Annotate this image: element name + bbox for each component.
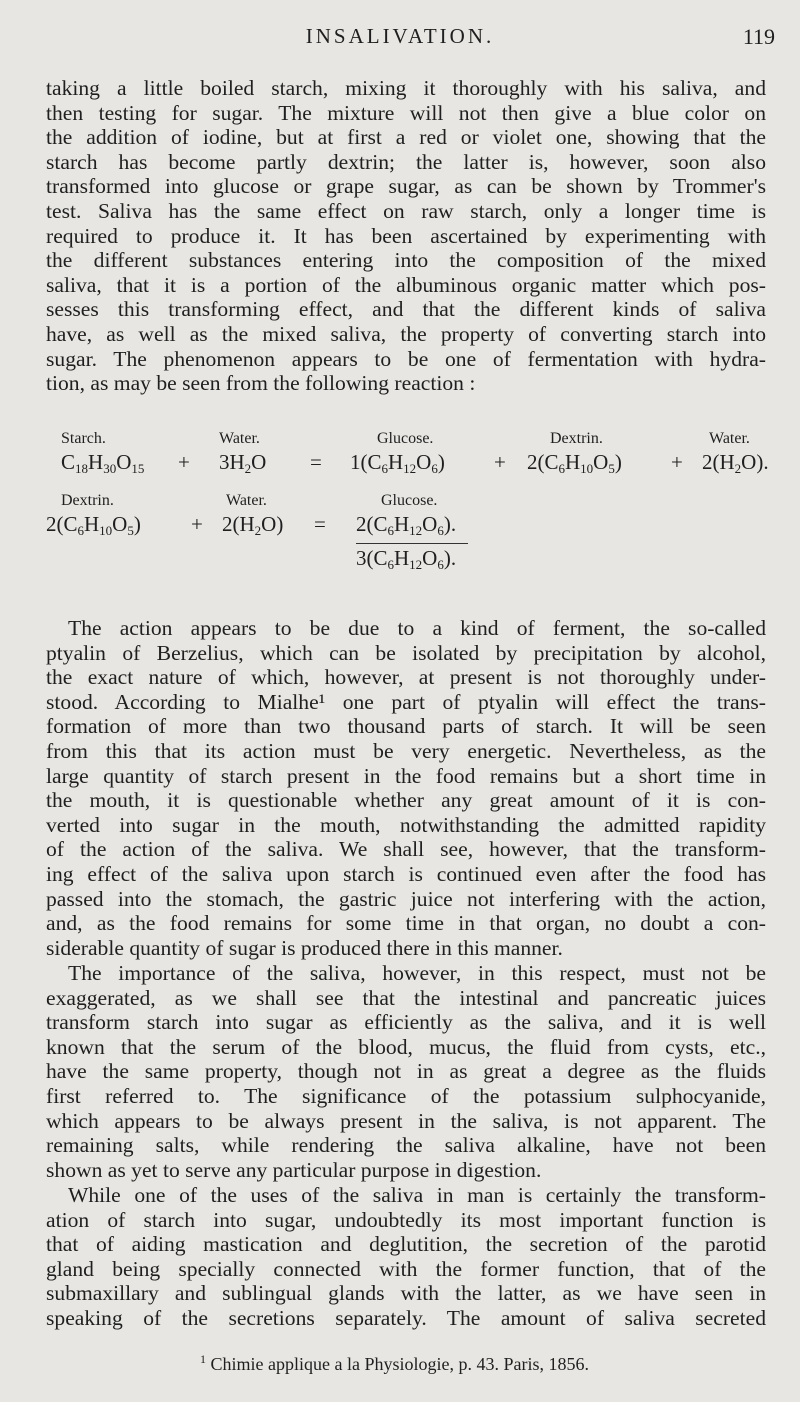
text-line: While one of the uses of the saliva in man is certainly the transform-: [68, 1183, 766, 1207]
plus-sign: +: [671, 450, 683, 474]
text-line: from this that its action must be very energetic. Nevertheless, as the: [46, 738, 766, 763]
text-line: stood. According to Mialhe¹ one part of ptyalin will effect the trans-: [46, 689, 766, 714]
footnote-text: Chimie applique a la Physiologie, p. 43. Paris, 1856.: [210, 1354, 589, 1374]
text-line: The importance of the saliva, however, in this respect, must not be: [68, 961, 766, 985]
formula-water: $2(H_2O)$.: [702, 450, 769, 476]
running-head: INSALIVATION.: [305, 24, 495, 48]
label-dextrin: Dextrin.: [61, 492, 114, 509]
text-line: exaggerated, as we shall see that the intestinal and pancreatic juices: [46, 985, 766, 1010]
text-line: taking a little boiled starch, mixing it thoroughly with his saliva, and: [46, 76, 766, 100]
label-starch: Starch.: [61, 430, 106, 447]
text-line: required to produce it. It has been ascertained by experimenting with: [46, 223, 766, 248]
plus-sign: +: [178, 450, 190, 474]
label-water: Water.: [226, 492, 267, 509]
formula-dextrin: $2(C_6H_{10}O_5)$: [46, 512, 141, 538]
formula-glucose: $1(C_6H_{12}O_6)$: [350, 450, 445, 476]
text-line: saliva, that it is a portion of the albuminous organic matter which pos-: [46, 272, 766, 297]
text-line: and, as the food remains for some time in that organ, no doubt a con-: [46, 911, 766, 936]
text-line: of the action of the saliva. We shall see, however, that the transform-: [46, 837, 766, 862]
text-line: ation of starch into sugar, undoubtedly its most important function is: [46, 1207, 766, 1232]
text-line: first referred to. The significance of the potassium sulphocyanide,: [46, 1083, 766, 1108]
text-line: the different substances entering into the composition of the mixed: [46, 248, 766, 273]
formula-dextrin: $2(C_6H_{10}O_5)$: [527, 450, 622, 476]
sum-rule: [356, 543, 468, 544]
text-line: gland being specially connected with the former function, that of the: [46, 1256, 766, 1281]
equals-sign: =: [310, 450, 322, 474]
formula-starch: $C_{18}H_{30}O_{15}$: [61, 450, 145, 476]
formula-water: $2(H_2O)$: [222, 512, 284, 538]
text-line: transform starch into sugar as efficiently as the saliva, and it is well: [46, 1010, 766, 1035]
text-line: formation of more than two thousand parts of starch. It will be seen: [46, 714, 766, 739]
text-line: speaking of the secretions separately. The amount of saliva secreted: [46, 1305, 766, 1330]
formula-total-glucose: $3(C_6H_{12}O_6)$.: [356, 546, 457, 572]
label-glucose: Glucose.: [377, 430, 434, 447]
footnote-mark: 1: [200, 1352, 206, 1366]
text-line: have the same property, though not in as great a degree as the fluids: [46, 1059, 766, 1084]
label-glucose: Glucose.: [381, 492, 438, 509]
text-line: submaxillary and sublingual glands with the latter, as we have seen in: [46, 1281, 766, 1306]
text-line: transformed into glucose or grape sugar, as can be shown by Trommer's: [46, 174, 766, 199]
formula-glucose: $2(C_6H_{12}O_6)$.: [356, 512, 457, 538]
label-water: Water.: [709, 430, 750, 447]
paragraph-2: [46, 616, 766, 960]
paragraph-1: [46, 76, 766, 396]
text-line: sesses this transforming effect, and that the different kinds of saliva: [46, 297, 766, 322]
text-line: passed into the stomach, the gastric juice not interfering with the action,: [46, 886, 766, 911]
text-line: the addition of iodine, but at first a red or violet one, showing that the: [46, 125, 766, 150]
text-line: that of aiding mastication and deglutition, the secretion of the parotid: [46, 1232, 766, 1257]
page-number: 119: [742, 24, 775, 49]
label-dextrin: Dextrin.: [550, 430, 603, 447]
footnote: [200, 1352, 780, 1375]
plus-sign: +: [494, 450, 506, 474]
text-line: have, as well as the mixed saliva, the property of converting starch into: [46, 321, 766, 346]
page-header: [0, 24, 800, 54]
text-line: shown as yet to serve any particular purpose in digestion.: [46, 1157, 542, 1182]
text-line: the exact nature of which, however, at present is not thoroughly under-: [46, 665, 766, 690]
paragraph-4: [46, 1183, 766, 1331]
text-line: test. Saliva has the same effect on raw starch, only a longer time is: [46, 198, 766, 223]
text-line: then testing for sugar. The mixture will not then give a blue color on: [46, 100, 766, 125]
equals-sign: =: [314, 512, 326, 536]
reaction-equations: [46, 430, 769, 605]
text-line: large quantity of starch present in the food remains but a short time in: [46, 763, 766, 788]
text-line: sugar. The phenomenon appears to be one of fermentation with hydra-: [46, 346, 766, 371]
paragraph-3: [46, 961, 766, 1182]
text-line: ptyalin of Berzelius, which can be isolated by precipitation by alcohol,: [46, 640, 766, 665]
text-line: which appears to be always present in the saliva, is not apparent. The: [46, 1108, 766, 1133]
text-line: tion, as may be seen from the following reaction :: [46, 371, 476, 396]
text-line: the mouth, it is questionable whether any great amount of it is con-: [46, 788, 766, 813]
text-line: known that the serum of the blood, mucus, the fluid from cysts, etc.,: [46, 1034, 766, 1059]
text-line: ing effect of the saliva upon starch is continued even after the food has: [46, 861, 766, 886]
label-water: Water.: [219, 430, 260, 447]
text-line: starch has become partly dextrin; the latter is, however, soon also: [46, 149, 766, 174]
formula-water: $3H_2O$: [219, 450, 267, 476]
text-line: The action appears to be due to a kind of ferment, the so-called: [68, 616, 766, 640]
text-line: verted into sugar in the mouth, notwithstanding the admitted rapidity: [46, 812, 766, 837]
text-line: remaining salts, while rendering the saliva alkaline, have not been: [46, 1133, 766, 1158]
plus-sign: +: [191, 512, 203, 536]
text-line: siderable quantity of sugar is produced there in this manner.: [46, 935, 563, 960]
